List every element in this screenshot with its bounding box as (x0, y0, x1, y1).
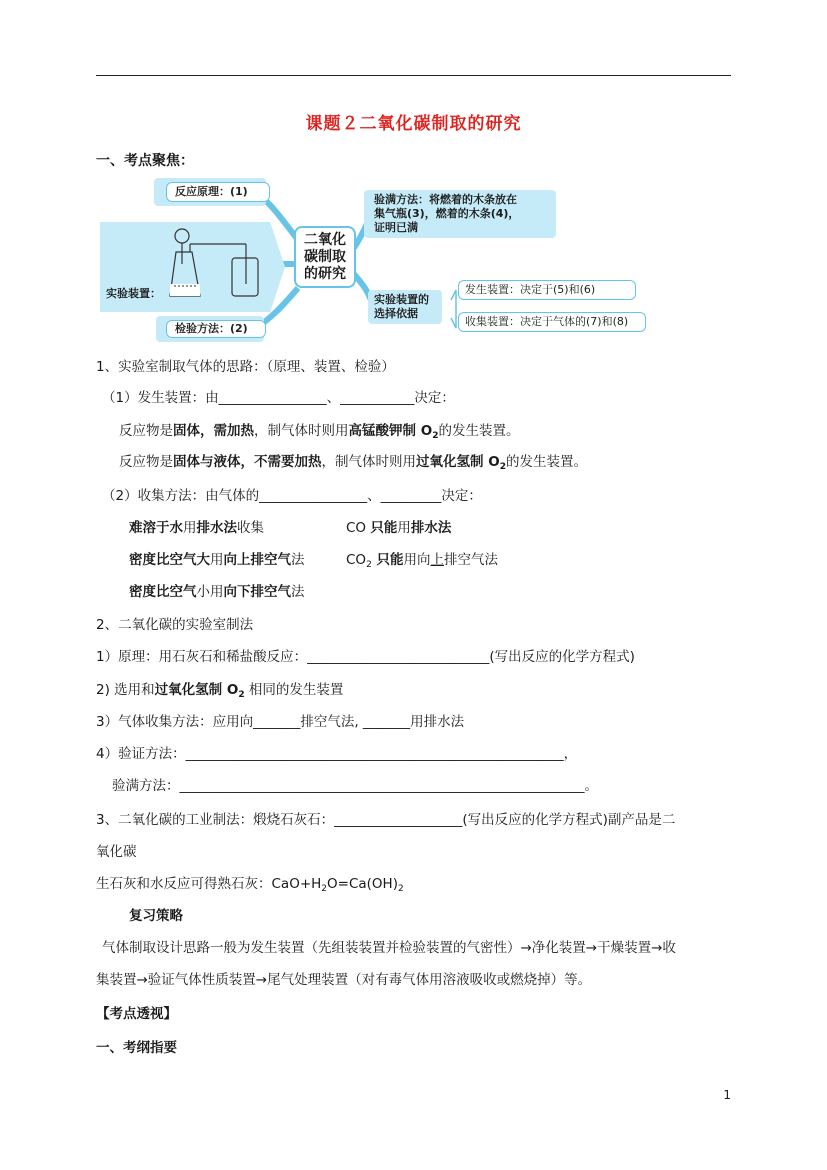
para-15: 3、二氧化碳的工业制法：煅烧石灰石：___________________(写出反应的化学方程式)副产品是二 (96, 812, 676, 828)
center-topic: 二氧化 碳制取 的研究 (294, 226, 356, 288)
para-17: 生石灰和水反应可得熟石灰：$CaO+H_2O=Ca(OH)_2$ (96, 876, 404, 894)
apparatus-label: 实验装置： (106, 287, 161, 300)
generator-basis-box: 发生装置：决定于(5)和(6) (458, 280, 636, 300)
para-14: 验满方法：____________________________________________________________。 (112, 778, 598, 794)
section-heading-focus: 一、考点聚焦： (96, 153, 194, 169)
para-13: 4）验证方法：________________________________________________________， (96, 746, 578, 762)
exam-insight-heading: 【考点透视】 (96, 1006, 177, 1022)
header-rule (96, 75, 731, 76)
para-8: 密度比空气小用向下排空气法 (129, 584, 305, 600)
page-title: 课题２二氧化碳制取的研究 (305, 114, 522, 134)
para-16: 氧化碳 (96, 844, 137, 860)
test-method-box: 检验方法：(2) (166, 320, 266, 338)
review-heading: 复习策略 (129, 908, 183, 924)
para-7-right: $CO_2$ 只能用向上排空气法 (346, 552, 498, 570)
syllabus-heading: 一、考纲指要 (96, 1040, 177, 1056)
para-4: 反应物是固体与液体，不需要加热，制气体时则用过氧化氢制 $O_2$的发生装置。 (119, 454, 587, 472)
para-6-right: CO 只能用排水法 (346, 520, 452, 536)
para-10: 1）原理：用石灰石和稀盐酸反应：___________________________(写出反应的化学方程式) (96, 649, 635, 665)
select-basis-box: 实验装置的 选择依据 (374, 293, 429, 320)
para-12: 3）气体收集方法：应用向_______排空气法, _______用排水法 (96, 714, 465, 730)
para-7: 密度比空气大用向上排空气法 (129, 552, 305, 568)
para-20: 集装置→验证气体性质装置→尾气处理装置（对有毒气体用溶液吸收或燃烧掉）等。 (96, 972, 592, 988)
collector-basis-box: 收集装置：决定于气体的(7)和(8) (458, 312, 646, 332)
page-number: 1 (723, 1088, 731, 1102)
full-method-box: 验满方法：将燃着的木条放在 集气瓶(3)，燃着的木条(4)， 证明已满 (374, 193, 520, 234)
reaction-principle-box: 反应原理：(1) (166, 182, 270, 202)
para-19: 气体制取设计思路一般为发生装置（先组装装置并检验装置的气密性）→净化装置→干燥装置→收 (102, 940, 676, 956)
para-3: 反应物是固体，需加热，制气体时则用高锰酸钾制 $O_2$的发生装置。 (119, 423, 520, 441)
apparatus-drawing (160, 224, 270, 310)
para-2: （1）发生装置：由________________、___________决定： (102, 390, 455, 406)
para-11: 2) 选用和过氧化氢制 $O_2$ 相同的发生装置 (96, 682, 344, 700)
para-6: 难溶于水用排水法收集 (129, 520, 264, 536)
para-1: 1、实验室制取气体的思路：（原理、装置、检验） (96, 359, 395, 375)
para-9: 2、二氧化碳的实验室制法 (96, 617, 254, 633)
para-5: （2）收集方法：由气体的________________、_________决定： (102, 488, 482, 504)
